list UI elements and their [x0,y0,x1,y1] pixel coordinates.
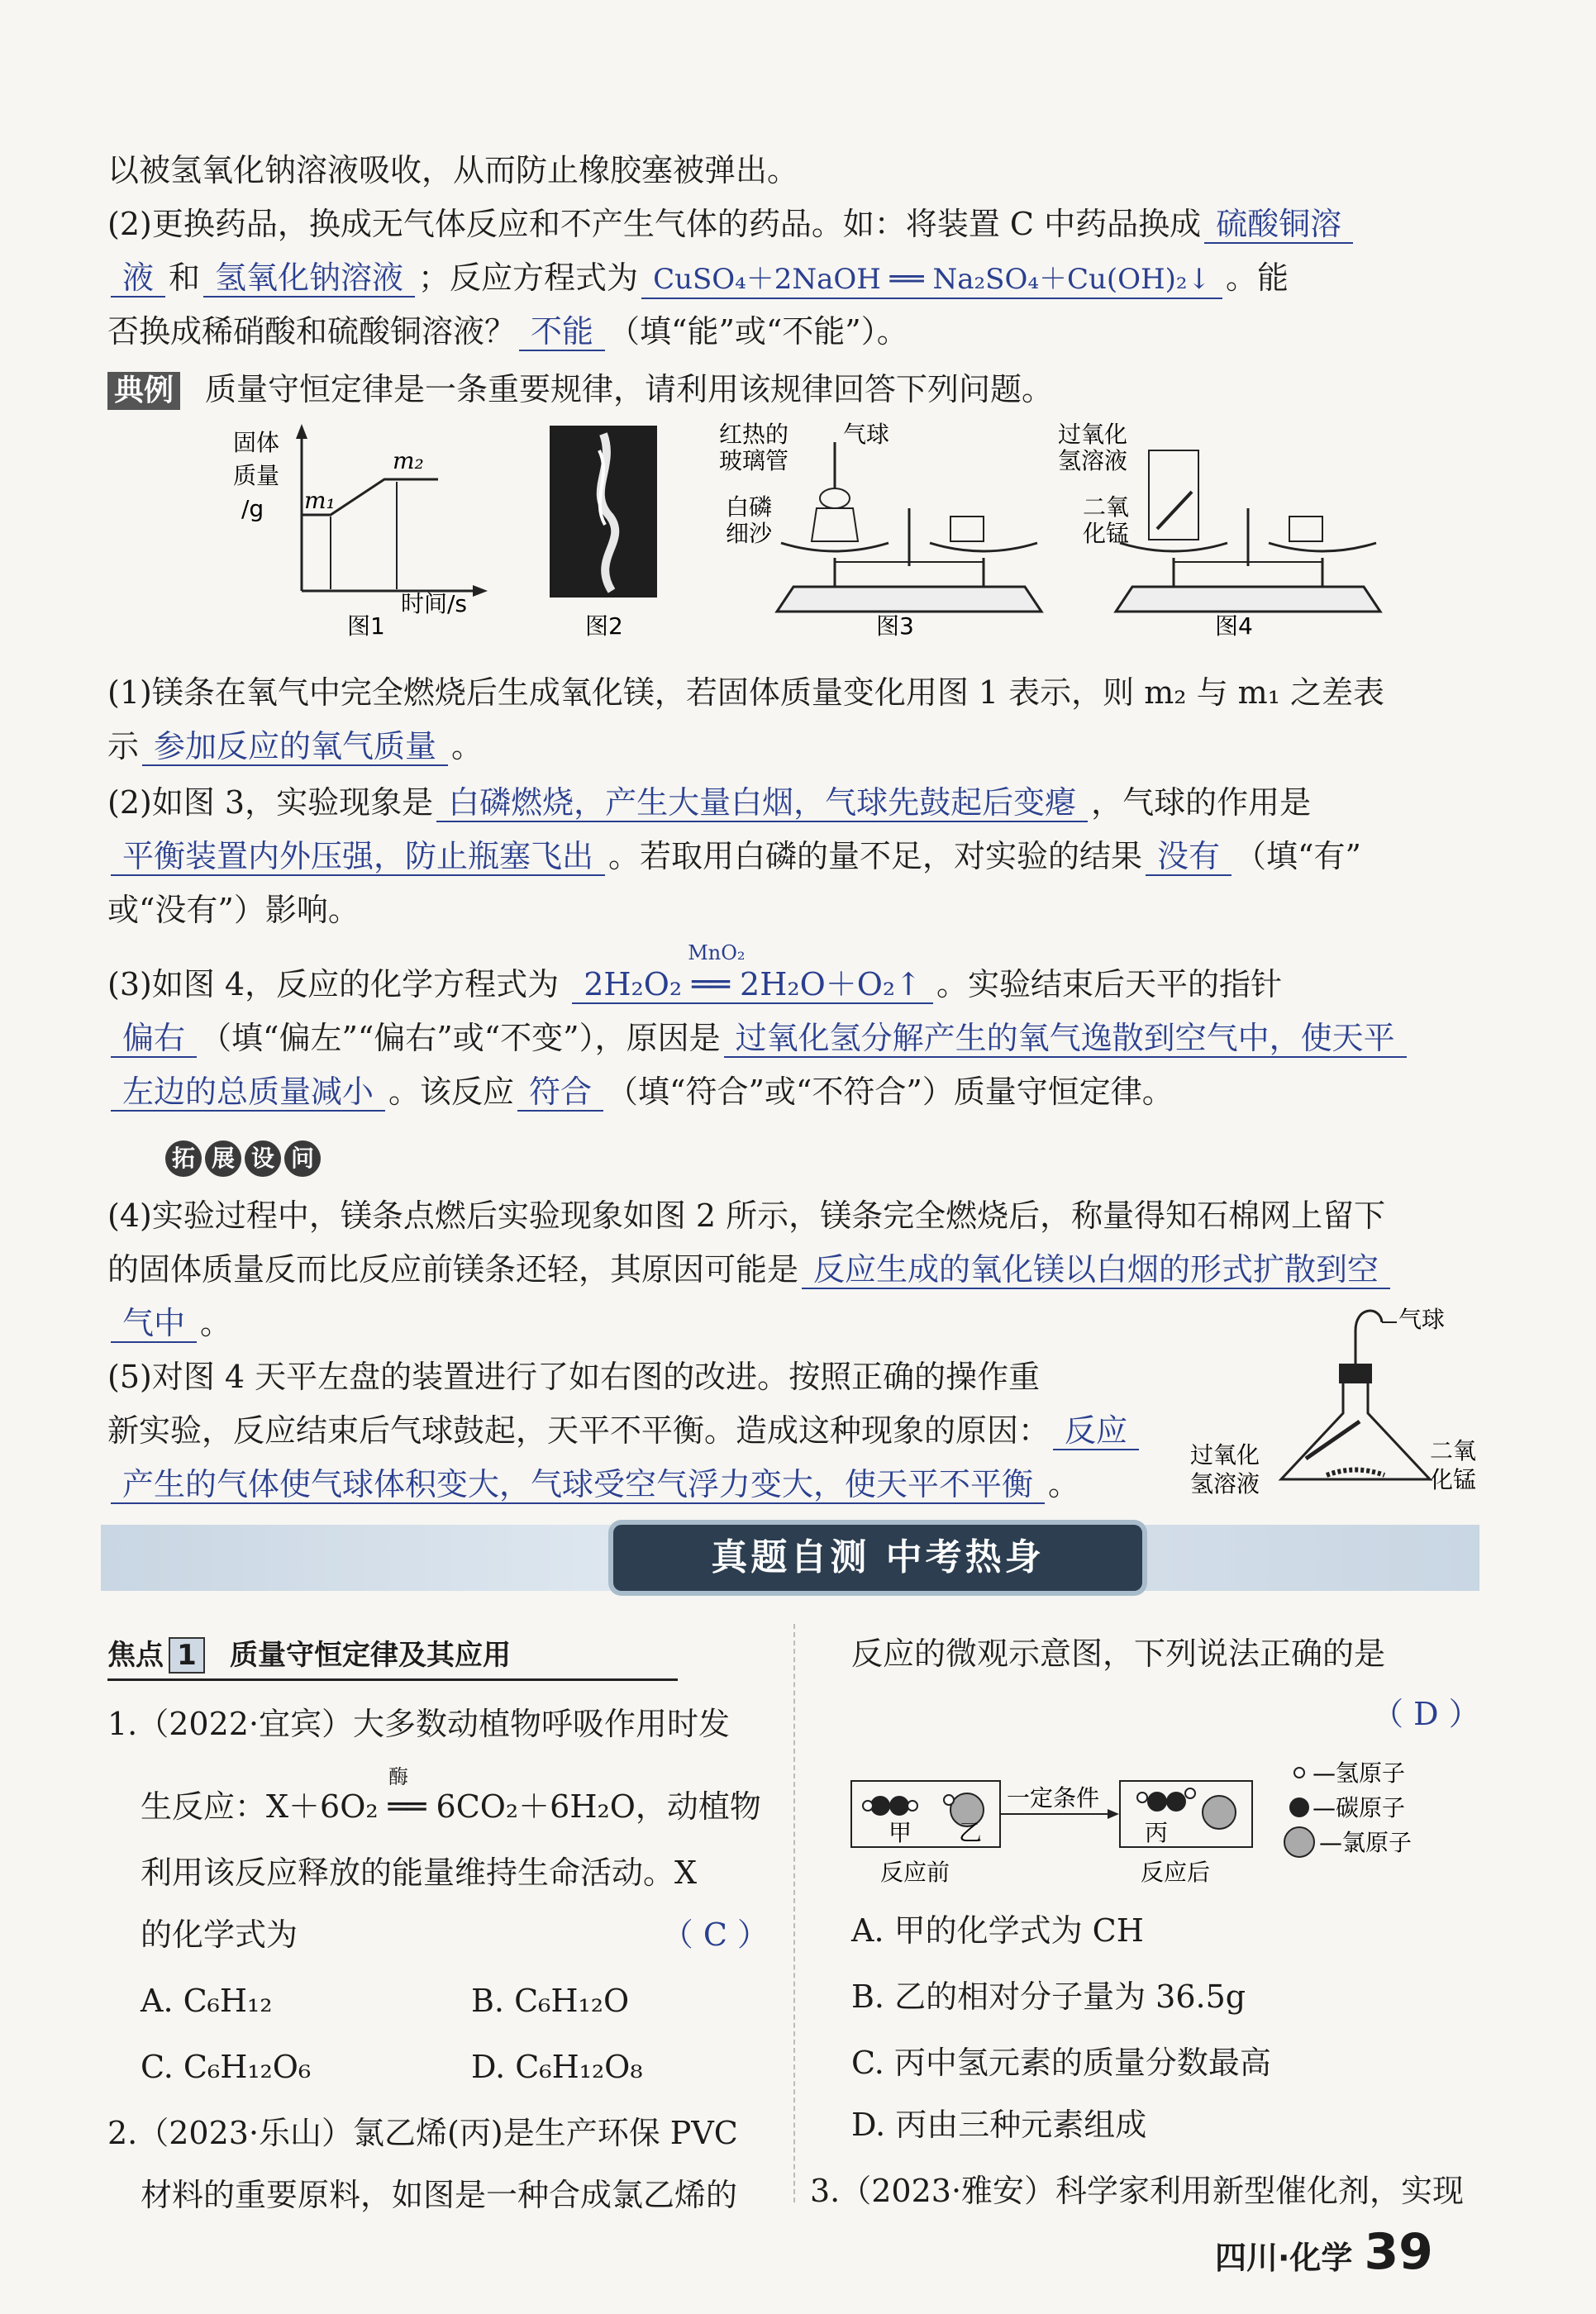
question-3-line-1: 3.（2023·雅安）科学家利用新型催化剂，实现 [810,2173,1465,2209]
extension-q5-line-2: 新实验，反应结束后气球鼓起，天平不平衡。造成这种现象的原因： 反应 [107,1409,1165,1452]
fig3-label-3: 气球 [843,421,890,448]
question-2-option-b: B. 乙的相对分子量为 36.5g [851,1978,1246,2015]
equation-condition: MnO₂ [688,941,746,964]
question-2-option-c: C. 丙中氢元素的质量分数最高 [851,2045,1271,2081]
fig1-ylabel-2: 质量 [233,462,280,489]
extension-q4-line-2: 的固体质量反而比反应前镁条还轻，其原因可能是 反应生成的氧化镁以白烟的形式扩散到空 [107,1248,1479,1291]
example-q2-line-3: 或“没有”）影响。 [107,892,360,928]
question-1-option-b: B. C₆H₁₂O [471,1983,630,2019]
answer-blank: 没有 [1146,838,1232,876]
extension-q4-line-1: (4)实验过程中，镁条点燃后实验现象如图 2 所示，镁条完全燃烧后，称量得知石棉网上留下 [107,1197,1386,1234]
question-2-answer: （ D ） [1372,1696,1480,1732]
answer-blank: 左边的总质量减小 [111,1074,385,1112]
text-line: 以被氢氧化钠溶液吸收，从而防止橡胶塞被弹出。 [107,152,799,188]
answer-blank: 氢氧化钠溶液 [203,259,415,298]
extension-q5-line-3: 产生的气体使气球体积变大，气球受空气浮力变大，使天平不平衡 。 [107,1463,1165,1506]
diagram-yi: 乙 [959,1819,983,1846]
extension-char: 设 [245,1140,281,1177]
fig2-caption: 图2 [585,612,623,640]
answer-blank: 过氧化氢分解产生的氧气逸散到空气中，使天平 [724,1020,1407,1058]
question-1-answer: （ C ） [661,1916,769,1953]
question-1-option-c: C. C₆H₁₂O₆ [141,2049,312,2085]
left-label-1: 过氧化 [1190,1441,1260,1469]
fig3-label-2: 玻璃管 [719,447,789,474]
example-stem: 典例 质量守恒定律是一条重要规律，请利用该规律回答下列问题。 [107,368,1479,411]
extension-char: 拓 [165,1140,202,1177]
answer-blank: 反应 [1053,1412,1139,1450]
example-q3-line-3: 左边的总质量减小 。该反应 符合 （填“符合”或“不符合”）质量守恒定律。 [107,1070,1479,1113]
fig4-label-2: 氢溶液 [1058,447,1128,474]
question-1-line-4: 的化学式为 （ C ） [141,1913,785,1956]
fig4-label-4: 化锰 [1083,520,1130,547]
diagram-jia: 甲 [889,1819,912,1846]
fig1-m1: m₁ [304,487,336,514]
answer-blank: 偏右 [111,1020,197,1058]
answer-blank: 液 [111,259,165,298]
question-1-option-d: D. C₆H₁₂O₈ [471,2049,643,2085]
footer-region: 四川·化学 [1215,2240,1353,2276]
answer-blank: 平衡装置内外压强，防止瓶塞飞出 [111,838,605,876]
fig3-label-4: 白磷 [726,493,773,521]
banner-title: 真题自测 中考热身 [613,1525,1142,1591]
fig4-caption: 图4 [1215,612,1253,640]
diagram-condition: 一定条件 [1007,1784,1100,1812]
example-q3-line-2: 偏右 （填“偏左”“偏右”或“不变”），原因是 过氧化氢分解产生的氧气逸散到空气中，使天平 [107,1017,1479,1059]
answer-equation: MnO₂ 2H₂O₂ ══ 2H₂O＋O₂↑ [572,966,933,1004]
example-q3-line-1: (3)如图 4，反应的化学方程式为 MnO₂ 2H₂O₂ ══ 2H₂O＋O₂↑ 。实验结束后天平的指针 [107,941,1282,1002]
question-2-line-3: 否换成稀硝酸和硫酸铜溶液？ 不能 （填“能”或“不能”）。 [107,313,908,350]
diagram-after: 反应后 [1141,1859,1211,1886]
column-divider [793,1624,795,2202]
question-2-line-1: 2.（2023·乐山）氯乙烯(丙)是生产环保 PVC [107,2115,738,2151]
fig4-label-3: 二氧 [1083,493,1130,521]
reaction-micro-diagram [843,1748,1488,1888]
extension-heading [165,1134,1537,1177]
answer-blank: 符合 [517,1074,603,1112]
question-2-line-2: 液 和 氢氧化钠溶液 ；反应方程式为 CuSO₄＋2NaOH ══ Na₂SO₄＋Cu(OH)₂↓ 。能 [107,256,1479,299]
fig1-ylabel-1: 固体 [233,429,280,456]
figure-3-balance [719,421,1041,640]
question-1-line-3: 利用该反应释放的能量维持生命活动。X [141,1855,698,1891]
figure-2-photo [550,426,657,640]
question-2-line-2: 材料的重要原料，如图是一种合成氯乙烯的 [141,2177,738,2213]
question-1-line-1: 1.（2022·宜宾）大多数动植物呼吸作用时发 [107,1706,731,1742]
extension-q5-line-1: (5)对图 4 天平左盘的装置进行了如右图的改进。按照正确的操作重 [107,1359,1041,1395]
answer-equation: CuSO₄＋2NaOH ══ Na₂SO₄＋Cu(OH)₂↓ [641,261,1222,299]
fig1-xlabel: 时间/s [401,590,468,617]
page-footer [1215,2223,1433,2281]
answer-blank: 硫酸铜溶 [1204,206,1353,244]
fig1-m2: m₂ [393,447,424,474]
extension-q4-line-3: 气中 。 [107,1302,1479,1345]
fig1-caption: 图1 [347,612,385,640]
extension-char: 展 [205,1140,241,1177]
focus-heading: 焦点 1 质量守恒定律及其应用 [107,1632,678,1681]
example-q2-line-2: 平衡装置内外压强，防止瓶塞飞出 。若取用白磷的量不足，对实验的结果 没有 （填“有” [107,835,1479,878]
fig3-label-1: 红热的 [719,421,789,448]
example-tag: 典例 [107,372,180,410]
answer-blank: 产生的气体使气球体积变大，气球受空气浮力变大，使天平不平衡 [111,1466,1045,1504]
question-2-line-1: (2)更换药品，换成无气体反应和不产生气体的药品。如：将装置 C 中药品换成 硫酸铜溶 [107,202,1479,245]
right-label-2: 化锰 [1430,1466,1477,1493]
fig3-caption: 图3 [876,612,914,640]
fig3-label-5: 细沙 [726,520,773,547]
question-1-line-2: 生反应：X＋6O₂ ══ 6CO₂＋6H₂O，动植物 酶 [141,1765,761,1825]
diagram-before: 反应前 [880,1859,950,1886]
question-2-option-a: A. 甲的化学式为 CH [851,1912,1144,1949]
figure-4-balance [1058,421,1380,640]
answer-blank: 气中 [111,1305,197,1343]
legend-h: —氢原子 [1313,1759,1406,1787]
equation-condition: 酶 [388,1765,408,1788]
legend-c: —碳原子 [1313,1794,1406,1821]
answer-blank: 反应生成的氧化镁以白烟的形式扩散到空 [802,1251,1390,1289]
improved-apparatus-figure [1190,1289,1488,1504]
answer-blank: 参加反应的氧气质量 [142,728,448,766]
diagram-bing: 丙 [1145,1819,1169,1846]
question-1-option-a: A. C₆H₁₂ [141,1983,273,2019]
legend-cl: —氯原子 [1319,1829,1413,1856]
left-label-2: 氢溶液 [1190,1470,1260,1497]
page-number: 39 [1364,2223,1433,2281]
example-q1-line-1: (1)镁条在氧气中完全燃烧后生成氧化镁，若固体质量变化用图 1 表示，则 m₂ 与 m₁ 之差表 [107,674,1385,711]
balloon-label: 气球 [1398,1306,1446,1333]
example-q2-line-1: (2)如图 3，实验现象是 白磷燃烧，产生大量白烟，气球先鼓起后变瘪 ，气球的作用是 [107,784,1312,821]
figure-1-graph [233,424,488,640]
fig4-label-1: 过氧化 [1058,421,1128,448]
figures-row [223,417,1496,640]
question-2-line-3: 反应的微观示意图，下列说法正确的是 [851,1636,1386,1672]
example-q1-line-2: 示 参加反应的氧气质量 。 [107,728,484,764]
answer-blank: 白磷燃烧，产生大量白烟，气球先鼓起后变瘪 [436,784,1088,822]
extension-char: 问 [284,1140,321,1177]
fig1-ylabel-3: /g [241,495,264,522]
right-label-1: 二氧 [1430,1437,1477,1464]
focus-number: 1 [169,1637,205,1674]
section-banner [101,1525,1479,1591]
answer-blank: 不能 [519,313,605,351]
question-2-option-d: D. 丙由三种元素组成 [851,2107,1147,2143]
